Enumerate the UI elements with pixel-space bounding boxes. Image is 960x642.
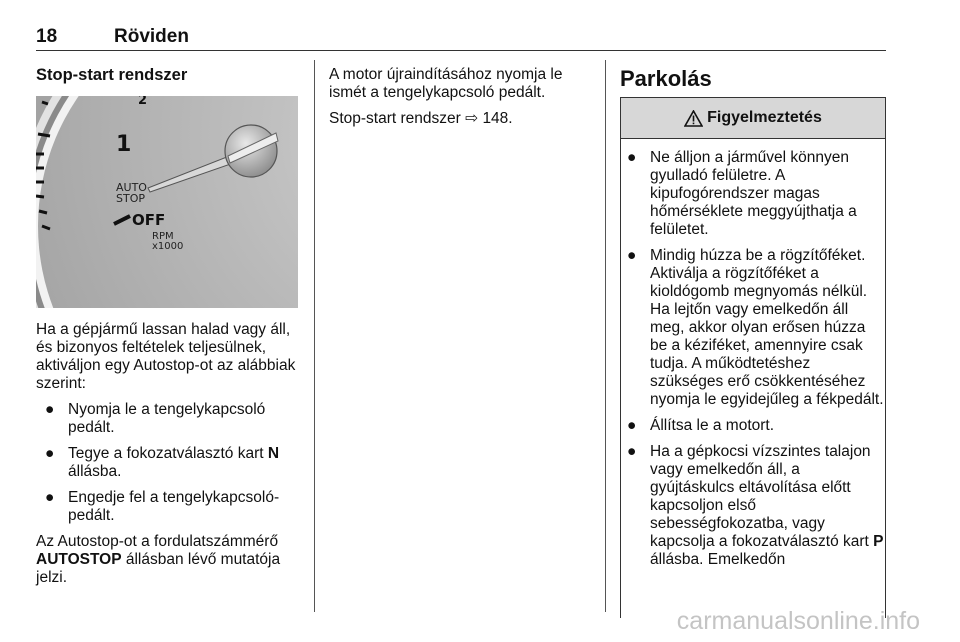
column-1-body bbox=[36, 321, 302, 595]
list-item: ● Ne álljon a járművel könnyen gyulladó felületre. A kipufogórendszer magas hőmérséklete meggyújthatja a felületet. bbox=[627, 149, 857, 238]
bullet-icon: ● bbox=[627, 247, 637, 264]
list-item: ● Nyomja le a tengelykapcsoló pedált. bbox=[45, 401, 266, 436]
watermark: carmanualsonline.info bbox=[676, 607, 920, 635]
section-heading: Stop-start rendszer bbox=[36, 66, 188, 84]
reference-page-link[interactable]: 148. bbox=[482, 110, 513, 127]
warning-box bbox=[620, 97, 886, 618]
auto-label: AUTO bbox=[116, 181, 147, 194]
stop-label: STOP bbox=[116, 192, 145, 205]
bullet-icon: ● bbox=[45, 489, 55, 506]
tick-label-2: 2 bbox=[138, 96, 148, 108]
gauge-tick bbox=[39, 211, 47, 213]
bullet-icon: ● bbox=[45, 401, 55, 418]
list-item: ● Engedje fel a tengelykapcsoló-pedált. bbox=[45, 489, 280, 524]
tick-label-1: 1 bbox=[116, 132, 132, 157]
page-arrow-icon: ⇨ bbox=[465, 110, 479, 127]
gauge-tick bbox=[42, 102, 48, 104]
warning-triangle-icon bbox=[684, 110, 703, 127]
warning-header bbox=[621, 98, 885, 139]
header-rule bbox=[36, 50, 886, 51]
rpm-label: RPM bbox=[152, 231, 174, 242]
chapter-title: Röviden bbox=[114, 26, 189, 47]
warning-body bbox=[621, 139, 885, 569]
list-item: ● Mindig húzza be a rögzítőféket. Aktiválja a rögzítőféket a kioldógomb megnyomás nélkül. Ha lejtőn vagy emelkedőn áll meg, akkor olyan erősen húzza be a kéziféket, amennyire csak tudja. A működtetéshez szükséges erő csökkentéséhez nyomja le egyidejűleg a fékpedált. bbox=[627, 247, 884, 408]
list-item: ● Ha a gépkocsi vízszintes talajon vagy emelkedőn áll, a gyújtáskulcs eltávolítása előtt kapcsoljon első sebességfokozatba, vagy kapcsolja a fokozatválasztó kart P állásba. Emelkedőn bbox=[627, 443, 884, 568]
off-label: OFF bbox=[132, 211, 166, 229]
column-divider-1 bbox=[314, 60, 315, 612]
column-divider-2 bbox=[605, 60, 606, 612]
page-header bbox=[36, 26, 886, 48]
warning-list bbox=[621, 149, 885, 569]
warning-heading: Figyelmeztetés bbox=[707, 109, 822, 126]
closing-paragraph: Az Autostop-ot a fordulatszámmérő AUTOSTOP állásban lévő mutatója jelzi. bbox=[36, 533, 281, 586]
autostop-steps bbox=[36, 401, 302, 525]
restart-paragraph: A motor újraindításához nyomja le ismét a tengelykapcsoló pedált. bbox=[329, 66, 563, 101]
list-item: ● Tegye a fokozatválasztó kart N állásba. bbox=[45, 445, 280, 480]
section-title-parking: Parkolás bbox=[620, 66, 712, 91]
bullet-icon: ● bbox=[627, 443, 637, 460]
bullet-icon: ● bbox=[627, 417, 637, 434]
cross-reference: Stop-start rendszer ⇨ 148. bbox=[329, 110, 513, 127]
page-number: 18 bbox=[36, 26, 58, 47]
list-item: ● Állítsa le a motort. bbox=[627, 417, 775, 434]
bullet-icon: ● bbox=[627, 149, 637, 166]
gauge-tick bbox=[38, 134, 50, 136]
column-1 bbox=[36, 66, 302, 92]
x1000-label: x1000 bbox=[152, 241, 184, 252]
bullet-icon: ● bbox=[45, 445, 55, 462]
tachometer-graphic bbox=[36, 96, 298, 308]
column-2 bbox=[329, 66, 595, 136]
intro-paragraph: Ha a gépjármű lassan halad vagy áll, és bizonyos feltételek teljesülnek, aktiváljon egy Autostop-ot az alábbiak szerint: bbox=[36, 321, 296, 392]
tachometer-illustration bbox=[36, 96, 298, 308]
gauge-tick bbox=[36, 196, 44, 197]
